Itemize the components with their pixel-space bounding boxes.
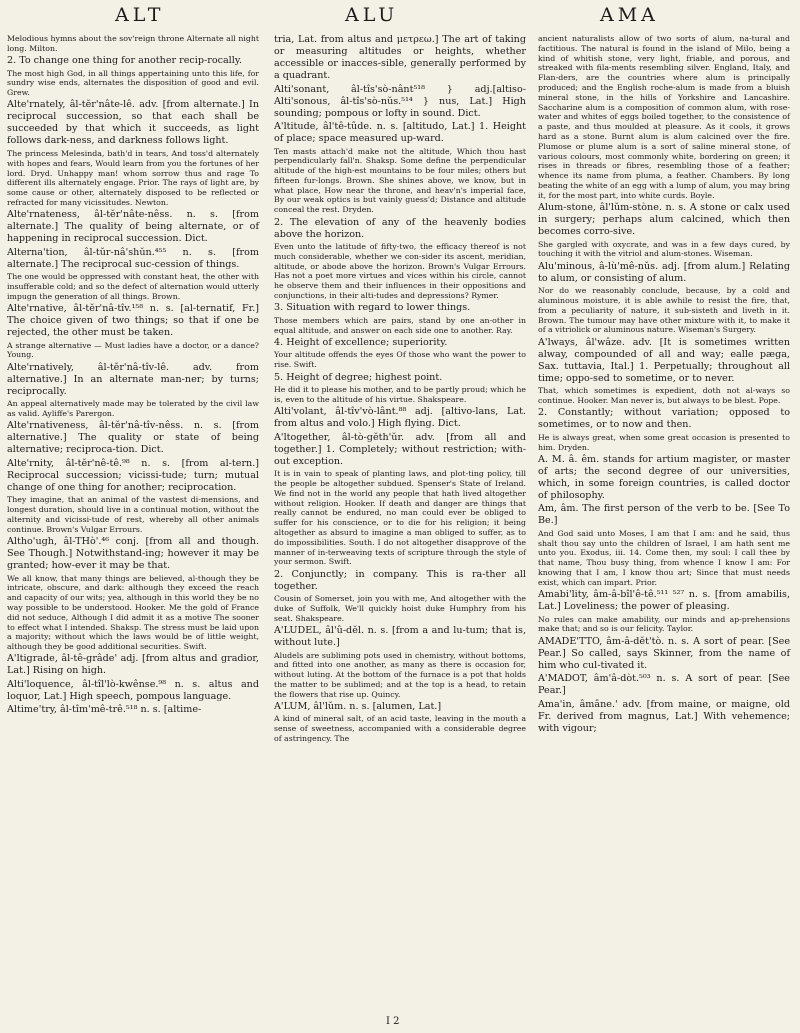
dictionary-entry: 2. The elevation of any of the heavenly bodies above the horizon.	[274, 216, 526, 240]
dictionary-entry: Alte'rnity, âl-tĕr'nê-tê.⁹⁸ n. s. [from al-tern.] Reciprocal succession; vicissi-tude; turn; mutual change of one thing for another; reciprocation.	[7, 457, 259, 493]
quotation: A strange alternative — Must ladies have a doctor, or a dance? Young.	[7, 340, 259, 360]
dictionary-entry: Altho'ugh, âl-THò'.⁴⁶ conj. [from all and though. See Though.] Notwithstand-ing; however it may be granted; how-ever it may be that.	[7, 536, 259, 572]
signature-mark: I 2	[386, 1016, 400, 1027]
quotation: She gargled with oxycrate, and was in a few days cured, by touching it with the vitriol and alum-stones. Wiseman.	[538, 239, 790, 259]
dictionary-entry: Am, âm. The first person of the verb to be. [See To Be.]	[538, 503, 790, 527]
header-right: AMA	[600, 4, 659, 26]
dictionary-entry: A'ltogether, âl-tò-gĕth'ŭr. adv. [from all and together.] 1. Completely; without restriction; with-out exception.	[274, 431, 526, 467]
dictionary-entry: 3. Situation with regard to lower things.	[274, 302, 471, 314]
dictionary-entry: 2. Conjunctly; in company. This is ra-ther all together.	[274, 568, 526, 592]
quotation: The most high God, in all things appertaining unto this life, for sundry wise ends, alternates the disposition of good and evil. Grew.	[7, 68, 259, 98]
header-center: ALU	[345, 4, 399, 26]
dictionary-entry: A'MADOT, âm'â-dòt.⁵⁰³ n. s. A sort of pear. [See Pear.]	[538, 673, 790, 697]
dictionary-entry: Alti'sonant, âl-tîs'sò-nânt⁵¹⁸ } adj.[altiso- Alti'sonous, âl-tîs'sò-nŭs.⁵¹⁴ } nus, Lat.] High sounding; pompous or lofty in sound. Dict.	[274, 83, 526, 119]
dictionary-entry: Altime'try, âl-tîm'mê-trê.⁵¹⁸ n. s. [altime-	[7, 704, 202, 716]
dictionary-entry: Alterna'tion, âl-tŭr-nâ'shŭn.⁴⁵⁵ n. s. [from alternate.] The reciprocal suc-cession of things.	[7, 246, 259, 270]
quotation: Your altitude offends the eyes Of those who want the power to rise. Swift.	[274, 350, 526, 370]
dictionary-entry: Alti'loquence, âl-tîl'lò-kwênse.⁹⁸ n. s. altus and loquor, Lat.] High speech, pompous language.	[7, 678, 259, 702]
quotation: And God said unto Moses, I am that I am: and he said, thus shalt thou say unto the children of Israel, I am hath sent me unto you. Exodus, iii. 14. Come then, my soul: I call thee by that name, Thou busy thing, from whence I know I am: For knowing that I am, I know thou art; Since that must needs exist, which can impart. Prior.	[538, 528, 790, 587]
quotation: Cousin of Somerset, join you with me, And altogether with the duke of Suffolk, We'll quickly hoist duke Humphry from his seat. Shakspeare.	[274, 594, 526, 623]
quotation: That, which sometimes is expedient, doth not al-ways so continue. Hooker. Man never is, but always to be blest. Pope.	[538, 386, 790, 405]
dictionary-entry: 2. Constantly; without variation; opposed to sometimes, or to now and then.	[538, 407, 790, 431]
dictionary-entry: Alte'rnativeness, âl-tĕr'nâ-tîv-nêss. n. s. [from alternative.] The quality or state of being alternative; reciproca-tion. Dict.	[7, 420, 259, 456]
column-left	[7, 34, 259, 718]
dictionary-entry: Alte'rnateness, âl-tĕr'nâte-nêss. n. s. [from alternate.] The quality of being alternate, or of happening in reciprocal succession. Dict.	[7, 209, 259, 245]
quotation: The princess Melesinda, bath'd in tears, And toss'd alternately with hopes and fears, Would learn from you the fortunes of her lord. Dryd. Unhappy man! whom sorrow thus and rage To different ills alternately engage. Prior. The rays of light are, by some cause or other, alternately disposed to be reflected or refracted for many vicissitudes. Newton.	[7, 148, 259, 207]
dictionary-entry: 5. Height of degree; highest point.	[274, 371, 443, 383]
quotation: He is always great, when some great occasion is presented to him. Dryden.	[538, 432, 790, 452]
quotation: A kind of mineral salt, of an acid taste, leaving in the mouth a sense of sweetness, accompanied with a considerable degree of astringency. The	[274, 714, 526, 744]
header-left: ALT	[115, 4, 165, 26]
quotation: No rules can make amability, our minds and ap-prehensions make that; and so is our felicity. Taylor.	[538, 614, 790, 634]
quotation: Those members which are pairs, stand by one an-other in equal altitude, and answer on each side one to another. Ray.	[274, 315, 526, 335]
running-header	[0, 0, 800, 30]
dictionary-entry: AMADE'TTO, âm-â-dĕt'tò. n. s. A sort of pear. [See Pear.] So called, says Skinner, from the name of him who cul-tivated it.	[538, 635, 790, 671]
dictionary-entry: A'lways, âl'wâze. adv. [It is sometimes written alway, compounded of all and way; ealle pæga, Sax. tuttavia, Ital.] 1. Perpetually; throughout all time; oppo-sed to sometime, or to never.	[538, 336, 790, 384]
dictionary-entry: tria, Lat. from altus and μετρεω.] The art of taking or measuring altitudes or heights, whether accessible or inacces-sible, generally performed by a quadrant.	[274, 34, 526, 81]
quotation: ancient naturalists allow of two sorts of alum, na-tural and factitious. The natural is found in the island of Milo, being a kind of whitish stone, very light, friable, and porous, and streaked with fila-ments resembling silver. England, Italy, and Flan-ders, are the countries where alum is principally produced; and the English roche-alum is made from a bluish mineral stone, in the hills of Yorkshire and Lancashire. Saccharine alum is a composition of common alum, with rose-water and whites of eggs boiled together, to the consistence of a paste, and thus moulded at pleasure. As it cools, it grows hard as a stone. Burnt alum is alum calcined over the fire. Plumose or plume alum is a sort of saline mineral stone, of various colours, most commonly white, bordering on green; it rises in threads or fibres, resembling those of a feather; whence its name from pluma, a feather. Chambers. By long beating the white of an egg with a lump of alum, you may bring it, for the most part, into white curds. Boyle.	[538, 34, 790, 200]
dictionary-entry: A'ltigrade, âl-tê-grâde' adj. [from altus and gradior, Lat.] Rising on high.	[7, 653, 259, 677]
dictionary-entry: Ama'in, âmâne.' adv. [from maine, or maigne, old Fr. derived from magnus, Lat.] With vehemence; with vigour;	[538, 698, 790, 734]
quotation: Melodious hymns about the sov'reign throne Alternate all night long. Milton.	[7, 34, 259, 53]
quotation: They imagine, that an animal of the vastest di-mensions, and longest duration, should live in a continual motion, without the alternity and vicissi-tude of rest, whereby all other animals continue. Brown's Vulgar Errours.	[7, 495, 259, 534]
dictionary-entry: Alte'rnative, âl-tĕr'nâ-tîv.¹⁵⁸ n. s. [al-ternatif, Fr.] The choice given of two things; so that if one be rejected, the other must be taken.	[7, 303, 259, 339]
dictionary-entry: Alu'minous, â-lù'mê-nŭs. adj. [from alum.] Relating to alum, or consisting of alum.	[538, 260, 790, 284]
dictionary-entry: A. M. â. êm. stands for artium magister, or master of arts; the second degree of our universities, which, in some foreign countries, is called doctor of philosophy.	[538, 453, 790, 501]
dictionary-entry: 2. To change one thing for another recip-rocally.	[7, 55, 243, 67]
dictionary-entry: Alum-stone, âl'lŭm-stòne. n. s. A stone or calx used in surgery; perhaps alum calcined, which then becomes corro-sive.	[538, 202, 790, 238]
quotation: An appeal alternatively made may be tolerated by the civil law as valid. Ayliffe's Parergon.	[7, 399, 259, 419]
dictionary-entry: A'LUDEL, âl'û-dĕl. n. s. [from a and lu-tum; that is, without lute.]	[274, 625, 526, 648]
dictionary-entry: Alte'rnatively, âl-tĕr'nâ-tîv-lê. adv. from alternative.] In an alternate man-ner; by turns; reciprocally.	[7, 361, 259, 397]
quotation: Even unto the latitude of fifty-two, the efficacy thereof is not much considerable, whether we con-sider its ascent, meridian, altitude, or abode above the horizon. Brown's Vulgar Errours. Has not a poet more virtues and vices within his circle, cannot he observe them and their influences in their oppositions and conjunctions, in their alti-tudes and depressions? Rymer.	[274, 242, 526, 301]
quotation: Aludels are subliming pots used in chemistry, without bottoms, and fitted into one another, as many as there is occasion for, without luting. At the bottom of the furnace is a pot that holds the matter to be sublimed; and at the top is a head, to retain the flowers that rise up. Quincy.	[274, 650, 526, 699]
quotation: It is in vain to speak of planting laws, and plot-ting policy, till the people be altogether subdued. Spenser's State of Ireland. We find not in the world any people that hath lived altogether without religion. Hooker. If death and danger are things that really cannot be endured, no man could ever be obliged to suffer for his conscience, or to die for his religion; it being altogether as absurd to imagine a man obliged to suffer, as to do impossibilities. South. I do not altogether disapprove of the manner of in-terweaving texts of scripture through the style of your sermon. Swift.	[274, 469, 526, 567]
quotation: Nor do we reasonably conclude, because, by a cold and aluminous moisture, it is able awhile to resist the fire, that, from a peculiarity of nature, it sub-sisteth and liveth in it. Brown. The tumour may have other mixture with it, to make it of a vitriolick or aluminous nature. Wiseman's Surgery.	[538, 286, 790, 335]
dictionary-entry: Alte'rnately, âl-tĕr'nâte-lê. adv. [from alternate.] In reciprocal succession, so that each shall be succeeded by that which it succeeds, as light follows dark-ness, and darkness follows light.	[7, 99, 259, 147]
dictionary-entry: Amabi'lity, âm-â-bîl'ê-tê.⁵¹¹ ⁵²⁷ n. s. [from amabilis, Lat.] Loveliness; the power of pleasing.	[538, 589, 790, 613]
column-middle	[274, 34, 526, 745]
dictionary-entry: 4. Height of excellence; superiority.	[274, 336, 448, 348]
dictionary-entry: A'LUM, âl'lŭm. n. s. [alumen, Lat.]	[274, 700, 442, 712]
dictionary-entry: Alti'volant, âl-tîv'vò-lânt.⁸⁸ adj. [altivo-lans, Lat. from altus and volo.] High flying. Dict.	[274, 406, 526, 430]
quotation: We all know, that many things are believed, al-though they be intricate, obscure, and dark: although they exceed the reach and capacity of our wits; yea, although in this world they be no way possible to be understood. Hooker. Me the gold of France did not seduce, Although I did admit it as a motive The sooner to effect what I intended. Shaksp. The stress must be laid upon a majority; without which the laws would be of little weight, although they be good additional securities. Swift.	[7, 573, 259, 652]
quotation: He did it to please his mother, and to be partly proud; which he is, even to the altitude of his virtue. Shakspeare.	[274, 385, 526, 404]
dictionary-entry: A'ltitude, âl'tê-tûde. n. s. [altitudo, Lat.] 1. Height of place; space measured up-ward.	[274, 121, 526, 144]
quotation: Ten masts attach'd make not the altitude, Which thou hast perpendicularly fall'n. Shaksp. Some define the perpendicular altitude of the high-est mountains to be four miles; others but fifteen fur-longs. Brown. She shines above, we know, but in what place, How near the throne, and heav'n's imperial face, By our weak optics is but vainly guess'd; Distance and altitude conceal the rest. Dryden.	[274, 146, 526, 215]
column-right	[538, 34, 790, 736]
quotation: The one would be oppressed with constant heat, the other with insufferable cold; and so the defect of alternation would utterly impugn the generation of all things. Brown.	[7, 272, 259, 301]
